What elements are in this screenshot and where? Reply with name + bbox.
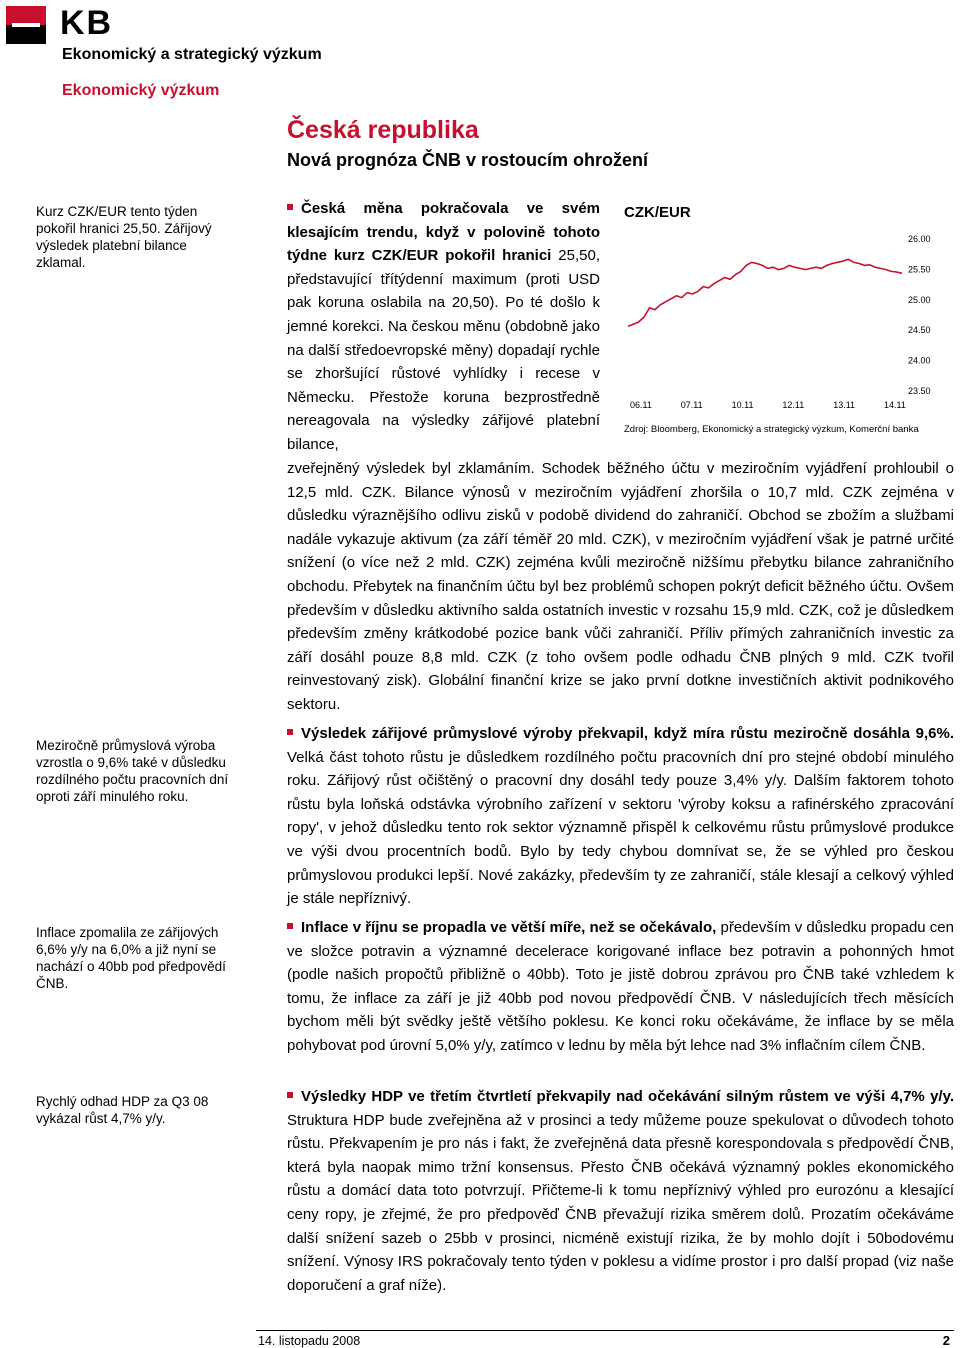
paragraph-text: 25,50, představující třítýdenní maximum (proti USD pak koruna oslabila na 20,50). Po té došlo k jemné korekci. Na českou měnu (obdobně jako na další středoevropské měny) dopadají rychle se zhoršující růstové vyhlídky i recese v Německu. Přestože koruna bezprostředně nereagovala na výsledky zářijové platební bilance, xyxy=(287,247,600,453)
bullet-marker xyxy=(287,204,293,210)
paragraph-text: Struktura HDP bude zveřejněna až v prosinci a tedy můžeme pouze spekulovat o důvodech tohoto růstu. Překvapením je pro nás i fakt, že zveřejněná data přesně korespondovala s předpovědí ČNB, která byla naopak mimo tržní konsensus. Přesto ČNB očekává významný pokles ekonomického růstu a domácí data toto potvrzují. Přičteme-li k tomu nepříznivý výhled pro eurozónu a klesající ceny ropy, je zřejmé, že pro předpověď ČNB převažují rizika směrem dolů. Prozatím očekáváme další snížení sazeb o 25bb v prosinci, nicméně existují rizika, že by mohlo dojít i 50bodovému snížení. Výnosy IRS pokračovaly tento týden v poklesu a vidíme prostor i pro další propad (viz naše doporučení a graf níže). xyxy=(287,1111,954,1294)
paragraph-text: především v důsledku propadu cen ve složce potravin a významné decelerace korigované inflace bez potravin a pohonných hmot (podle našich propočtů přibližně o 40bb). Toto je jistě dobrou zprávou pro ČNB také vzhledem k tomu, že inflace za září je již 40bb pod novou předpovědí ČNB. V následujících třech měsících bychom měli být svědky ještě většího poklesu. Ke konci roku očekáváme, že inflace by se měla pohybovat pod úrovní 5,0% y/y, zatímco v lednu by měla být lehce nad 3% inflačním cílem ČNB. xyxy=(287,919,954,1054)
x-tick-label: 06.11 xyxy=(630,400,652,410)
paragraph-industry xyxy=(287,722,954,911)
bullet-marker xyxy=(287,729,293,735)
bullet-marker xyxy=(287,923,293,929)
x-tick-label: 07.11 xyxy=(680,400,703,410)
paragraph-lead: Česká měna pokračovala ve svém klesajícím trendu, když v polovině tohoto týdne kurz CZK/EUR pokořil hranici xyxy=(287,200,600,265)
bullet-marker xyxy=(287,1092,293,1098)
y-tick-label: 24.50 xyxy=(908,325,931,336)
x-tick-label: 13.11 xyxy=(833,400,856,410)
czk-eur-chart xyxy=(620,224,940,416)
paragraph-gdp xyxy=(287,1085,954,1297)
sidebar-note-gdp: Rychlý odhad HDP za Q3 08 vykázal růst 4,7% y/y. xyxy=(36,1094,209,1126)
department-name: Ekonomický a strategický výzkum xyxy=(62,46,322,63)
logo-text: KB xyxy=(60,4,114,42)
paragraph-inflation xyxy=(287,916,954,1058)
page-subtitle: Nová prognóza ČNB v rostoucím ohrožení xyxy=(287,150,649,170)
y-tick-label: 26.00 xyxy=(908,234,931,244)
paragraph-lead: Výsledek zářijové průmyslové výroby překvapil, když míra růstu meziročně dosáhla 9,6%. xyxy=(301,725,954,742)
paragraph-text: Velká část tohoto růstu je důsledkem rozdílného počtu pracovních dní pro stejné období minulého roku. Zářijový růst očištěný o pracovní dny dosáhl tedy pouze 3,4% y/y. Dalším faktorem tohoto růstu byla loňská odstávka výrobního zařízení v sektoru 'výroby koksu a rafinérského zpracování ropy', v jehož důsledku tento rok sektor významně přispěl k celkovému růstu průmyslové produkce ve výši dvou procentních bodů. Bylo by tedy chybou domnívat se, že se výhled pro českou průmyslovou produkci lepší. Nové zakázky, především ty ze zahraničí, stále klesají a celkový výhled je stále nepříznivý. xyxy=(287,748,954,908)
paragraph-lead: Inflace v říjnu se propadla ve větší míře, než se očekávalo, xyxy=(301,919,717,936)
chart-title: CZK/EUR xyxy=(624,204,691,221)
paragraph-currency-intro xyxy=(287,197,600,457)
x-tick-label: 14.11 xyxy=(884,400,906,410)
sidebar-note-currency: Kurz CZK/EUR tento týden pokořil hranici 25,50. Zářijový výsledek platební bilance zklamal. xyxy=(36,204,212,270)
page-number: 2 xyxy=(942,1333,950,1348)
sub-department-name: Ekonomický výzkum xyxy=(62,82,220,99)
sidebar-note-industry: Meziročně průmyslová výroba vzrostla o 9,6% také v důsledku rozdílného počtu pracovních dní oproti září minulého roku. xyxy=(36,738,229,804)
y-tick-label: 25.00 xyxy=(908,294,931,305)
x-tick-label: 10.11 xyxy=(731,400,754,410)
sidebar-note-inflation: Inflace zpomalila ze zářijových 6,6% y/y na 6,0% a již nyní se nachází o 40bb pod předpovědí ČNB. xyxy=(36,925,226,991)
footer-rule xyxy=(256,1330,954,1331)
chart-source: Zdroj: Bloomberg, Ekonomický a strategický výzkum, Komerční banka xyxy=(624,424,919,435)
x-tick-label: 12.11 xyxy=(782,400,805,410)
footer-date: 14. listopadu 2008 xyxy=(258,1334,361,1348)
page-title: Česká republika xyxy=(287,116,479,144)
series-line-czk-eur xyxy=(628,259,902,326)
y-tick-label: 24.00 xyxy=(908,355,931,366)
y-tick-label: 25.50 xyxy=(908,264,931,275)
paragraph-balance: zveřejněný výsledek byl zklamáním. Schodek běžného účtu v meziročním vyjádření prohloubil o 12,5 mld. CZK. Bilance výnosů v meziročním vyjádření zhoršila o 10,7 mld. CZK zejména v důsledku výraznějšího odlivu zisků v podobě dividend do zahraničí. Obchod se zbožím a službami nadále vykazuje aktivum (za září téměř 20 mld. CZK), v meziročním vyjádření však je patrné určité snížení (o více než 2 mld. CZK) zejména kvůli meziročně nižšímu přebytku bilance zahraničního obchodu. Přebytek na finančním účtu byl bez problémů schopen pokrýt deficit běžného účtu. Ovšem především v důsledku aktivního salda ostatních investic v rozsahu 15,9 mld. CZK, což je důsledkem především změny krátkodobé pozice bank vůči zahraničí. Příliv přímých zahraničních investic za září dosáhl pouze 8,8 mld. CZK (z toho ovšem podle odhadu ČNB plných 9 mld. CZK tvořil reinvestovaný zisk). Globální finanční krize se jako první dotkne investičních aktivit podnikového sektoru. xyxy=(287,460,954,713)
logo-mark xyxy=(6,6,46,44)
y-tick-label: 23.50 xyxy=(908,386,931,396)
paragraph-lead: Výsledky HDP ve třetím čtvrtletí překvapily nad očekávání silným růstem ve výši 4,7% y/y. xyxy=(301,1088,954,1105)
